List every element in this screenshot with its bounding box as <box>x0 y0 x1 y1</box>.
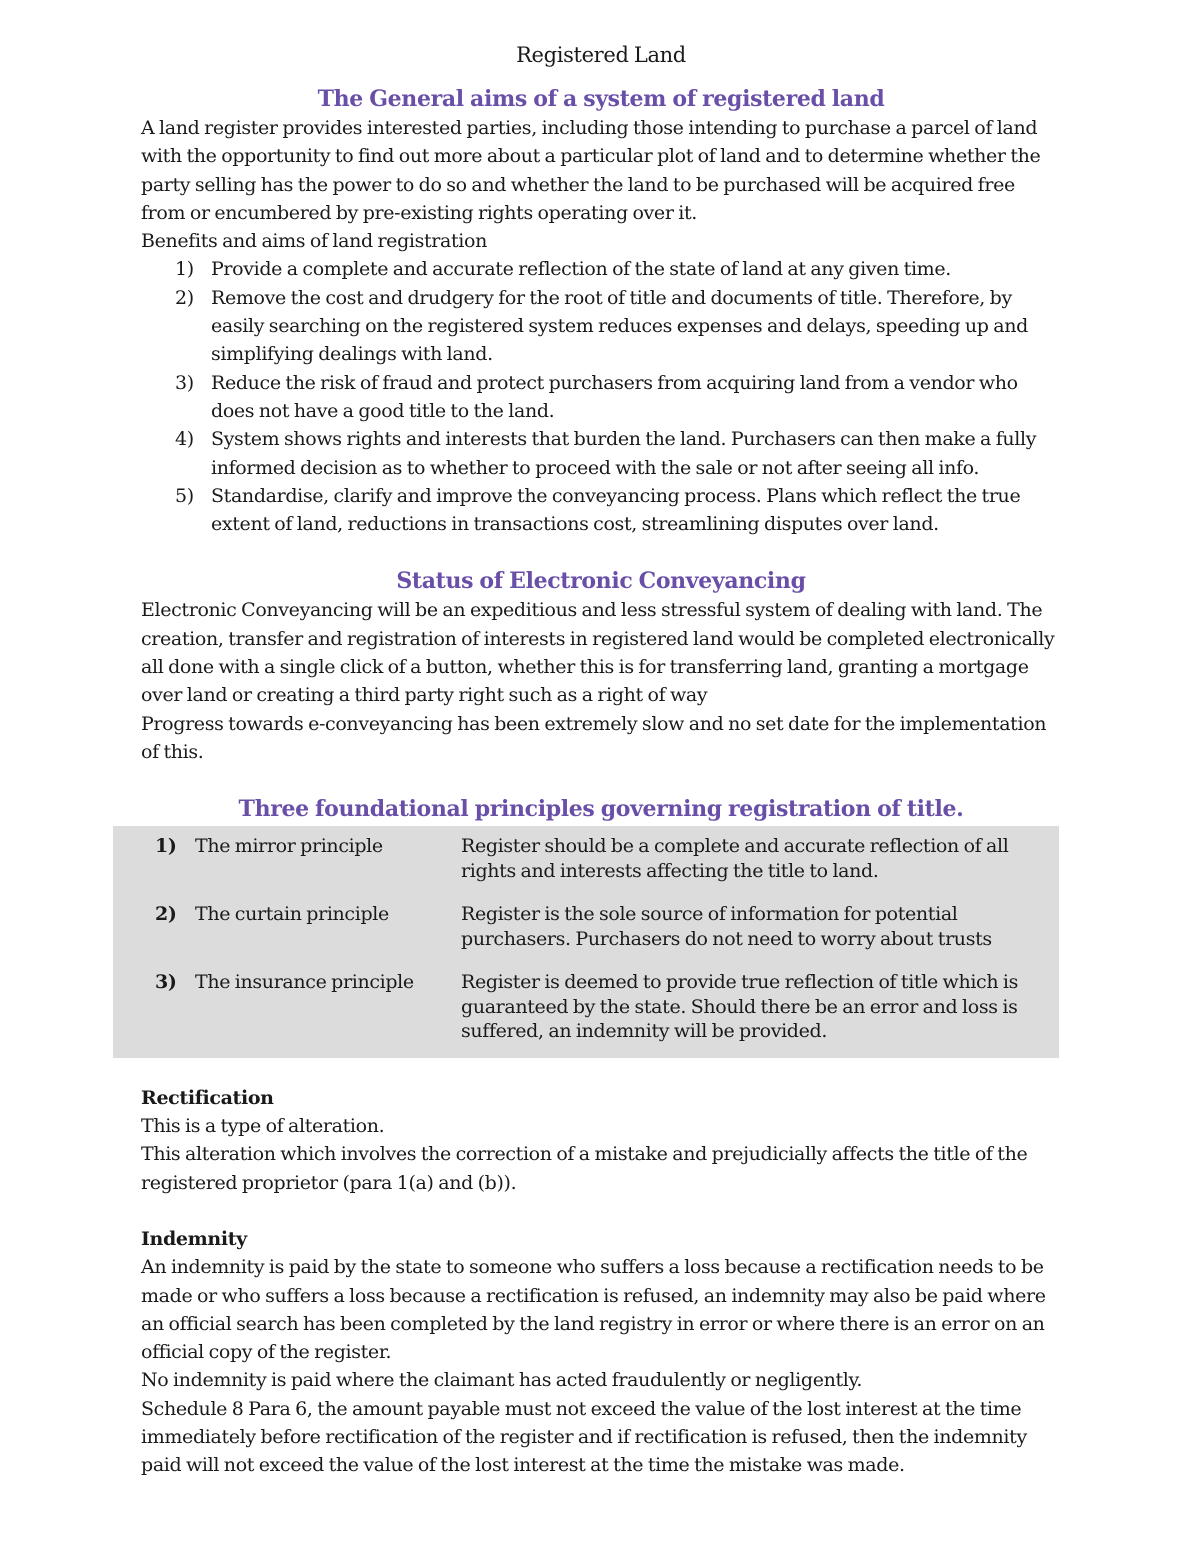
principle-number: 1) <box>155 835 177 858</box>
principle-name: The mirror principle <box>195 835 383 858</box>
indemnity-para-3: Schedule 8 Para 6, the amount payable must not exceed the value of the lost interest at the time immediately before rectification of the register and if rectification is refused, then the indemnity paid will not exceed the value of the lost interest at the time the mistake was made. <box>141 1397 1027 1477</box>
table-row <box>113 902 1059 951</box>
principle-name: The curtain principle <box>195 903 389 926</box>
benefits-list-title: Benefits and aims of land registration <box>141 230 488 253</box>
principle-description: Register is deemed to provide true reflection of title which is guaranteed by the state. Should there be an error and loss is suffered, an indemnity will be provided. <box>461 971 1019 1043</box>
document-page <box>141 40 1061 1480</box>
principle-name: The insurance principle <box>195 971 414 994</box>
indemnity-para-1: An indemnity is paid by the state to someone who suffers a loss because a rectification needs to be made or who suffers a loss because a rectification is refused, an indemnity may also be paid where an official search has been completed by the land registry in error or where there is an error on an official copy of the register. <box>141 1256 1046 1364</box>
section-heading-general-aims: The General aims of a system of registered land <box>317 86 885 112</box>
section-heading-principles: Three foundational principles governing registration of title. <box>238 796 964 823</box>
principle-description: Register is the sole source of information for potential purchasers. Purchasers do not need to worry about trusts <box>461 903 992 950</box>
benefits-list <box>141 255 1061 538</box>
general-aims-intro: A land register provides interested parties, including those intending to purchase a parcel of land with the opportunity to find out more about a particular plot of land and to determine whether the party selling has the power to do so and whether the land to be purchased will be acquired free from or encumbered by pre-existing rights operating over it. <box>141 117 1041 224</box>
list-item: 1) Provide a complete and accurate reflection of the state of land at any given time. <box>175 258 951 281</box>
principles-table <box>113 826 1059 1058</box>
principle-number: 3) <box>155 971 177 994</box>
document-title: Registered Land <box>516 43 686 67</box>
section-heading-e-conveyancing: Status of Electronic Conveyancing <box>396 568 806 595</box>
e-conveyancing-para-2: Progress towards e-conveyancing has been extremely slow and no set date for the implementation of this. <box>141 712 1047 763</box>
rectification-para-2: This alteration which involves the correction of a mistake and prejudicially affects the title of the registered proprietor (para 1(a) and (b)). <box>141 1143 1028 1194</box>
rectification-heading: Rectification <box>141 1086 274 1109</box>
list-item: 3) Reduce the risk of fraud and protect purchasers from acquiring land from a vendor who does not have a good title to the land. <box>175 371 1018 422</box>
indemnity-heading: Indemnity <box>141 1227 247 1250</box>
list-item: 4) System shows rights and interests that burden the land. Purchasers can then make a fully informed decision as to whether to proceed with the sale or not after seeing all info. <box>175 428 1037 479</box>
table-row <box>113 970 1059 1044</box>
list-item: 5) Standardise, clarify and improve the conveyancing process. Plans which reflect the true extent of land, reductions in transactions cost, streamlining disputes over land. <box>175 484 1021 536</box>
indemnity-para-2: No indemnity is paid where the claimant has acted fraudulently or negligently. <box>141 1369 863 1392</box>
e-conveyancing-para-1: Electronic Conveyancing will be an expeditious and less stressful system of dealing with land. The creation, transfer and registration of interests in registered land would be completed electronically all done with a single click of a button, whether this is for transferring land, granting a mortgage over land or creating a third party right such as a right of way <box>141 599 1055 707</box>
rectification-para-1: This is a type of alteration. <box>141 1115 385 1138</box>
list-item: 2) Remove the cost and drudgery for the root of title and documents of title. Therefore, by easily searching on the registered system reduces expenses and delays, speeding up and simplifying dealings with land. <box>175 286 1028 366</box>
table-row <box>113 834 1059 883</box>
principle-description: Register should be a complete and accurate reflection of all rights and interests affecting the title to land. <box>461 835 1009 882</box>
principle-number: 2) <box>155 903 177 926</box>
